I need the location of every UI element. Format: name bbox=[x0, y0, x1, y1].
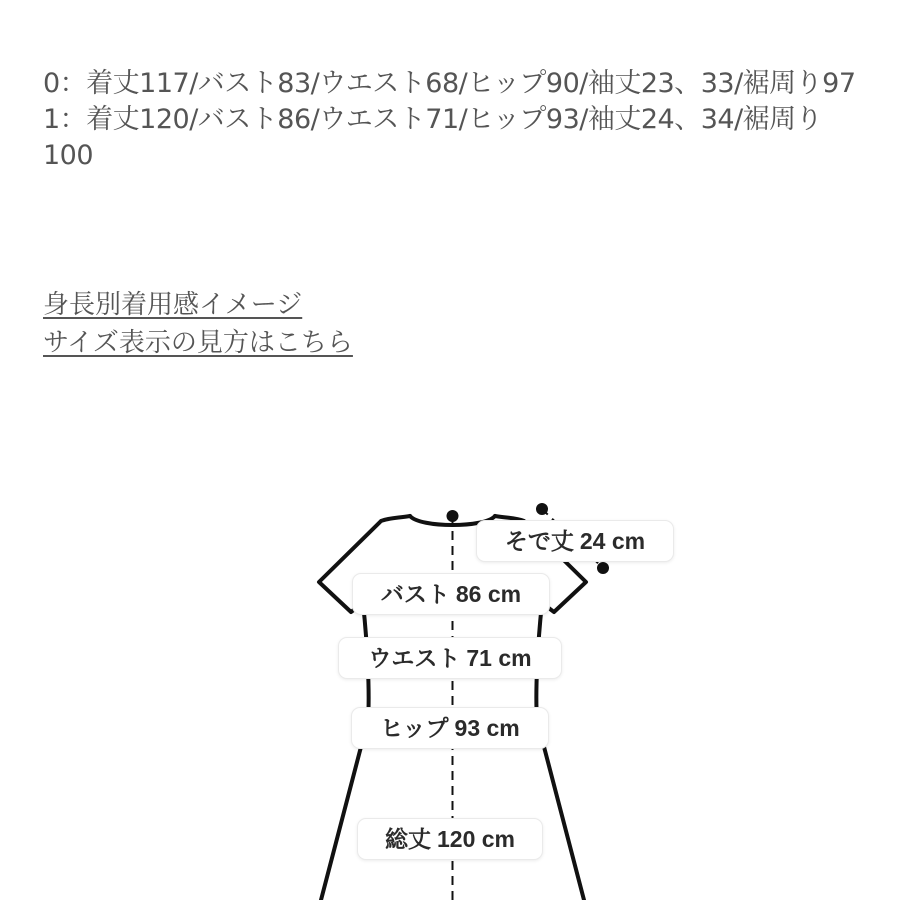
sleeve-measure-dot-bottom bbox=[597, 562, 609, 574]
length-measure-dot bbox=[447, 510, 459, 522]
waist-label: ウエスト 71 cm bbox=[338, 637, 562, 679]
bust-label: バスト 86 cm bbox=[352, 573, 550, 615]
total-length-label: 総丈 120 cm bbox=[357, 818, 543, 860]
size-0-spec: 0：着丈117/バスト83/ウエスト68/ヒップ90/袖丈23、33/裾周り97 bbox=[43, 68, 856, 99]
size-guide-link[interactable]: サイズ表示の見方はこちら bbox=[43, 328, 353, 358]
sleeve-length-label: そで丈 24 cm bbox=[476, 520, 674, 562]
sleeve-measure-dot-top bbox=[536, 503, 548, 515]
hip-label: ヒップ 93 cm bbox=[351, 707, 549, 749]
fit-by-height-link[interactable]: 身長別着用感イメージ bbox=[43, 290, 303, 320]
size-1-spec: 1：着丈120/バスト86/ウエスト71/ヒップ93/袖丈24、34/裾周り100 bbox=[43, 104, 823, 171]
